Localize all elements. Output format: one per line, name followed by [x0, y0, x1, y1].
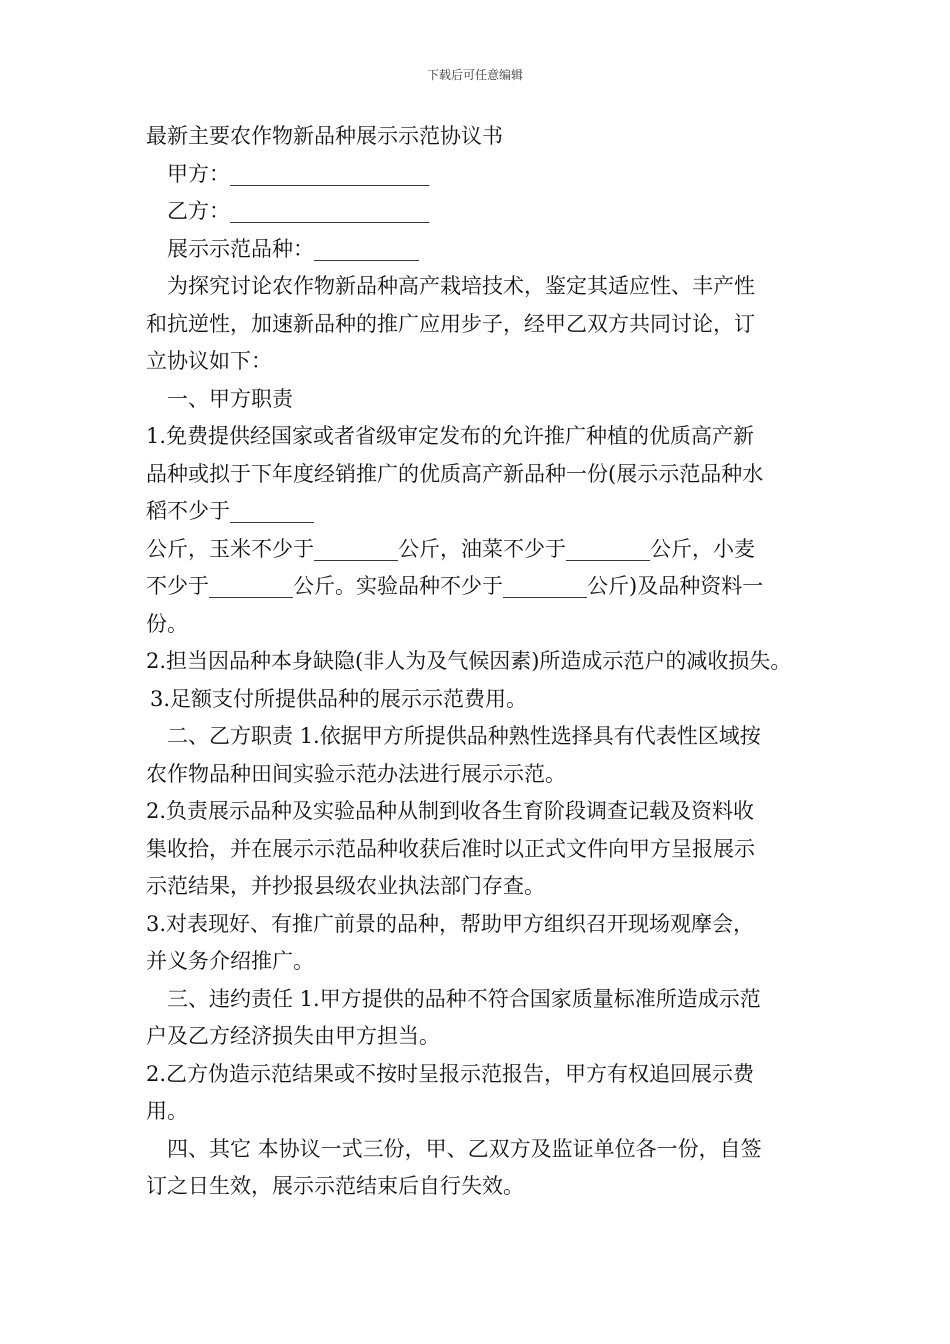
section1-item1-line: 份。	[146, 611, 188, 636]
section3-line: 户及乙方经济损失由甲方担当。	[146, 1024, 440, 1048]
section3-item2-line: 2.乙方伪造示范结果或不按时呈报示范报告，甲方有权追回展示费	[146, 1061, 755, 1086]
party-b-line: 乙方：___________________	[167, 199, 430, 223]
section4-line: 订之日生效，展示示范结束后自行失效。	[146, 1174, 524, 1198]
document-body	[146, 118, 816, 1206]
party-a-line: 甲方：___________________	[167, 161, 430, 186]
section1-item1-line: 1.免费提供经国家或者省级审定发布的允许推广种植的优质高产新	[146, 424, 755, 448]
section1-item3: 3.足额支付所提供品种的展示示范费用。	[150, 686, 528, 711]
section3-line: 三、违约责任 1.甲方提供的品种不符合国家质量标准所造成示范	[167, 986, 761, 1011]
intro-line: 为探究讨论农作物新品种高产栽培技术，鉴定其适应性、丰产性	[167, 274, 755, 298]
section2-item3-line: 并义务介绍推广。	[146, 949, 314, 973]
section4-line: 四、其它 本协议一式三份，甲、乙双方及监证单位各一份，自签	[167, 1136, 762, 1161]
section2-item2-line: 2.负责展示品种及实验品种从制到收各生育阶段调查记载及资料收	[146, 799, 755, 823]
section2-item3-line: 3.对表现好、有推广前景的品种，帮助甲方组织召开现场观摩会，	[146, 911, 755, 936]
variety-line: 展示示范品种：__________	[167, 236, 419, 261]
section2-item2-line: 示范结果，并抄报县级农业执法部门存查。	[146, 874, 545, 898]
section3-item2-line: 用。	[146, 1099, 188, 1123]
section1-item1-line: 不少于________公斤。实验品种不少于________公斤)及品种资料一	[146, 574, 764, 598]
section1-heading: 一、甲方职责	[167, 386, 293, 411]
section2-line: 二、乙方职责 1.依据甲方所提供品种熟性选择具有代表性区域按	[167, 724, 761, 748]
section1-item1-line: 公斤，玉米不少于________公斤，油菜不少于________公斤，小麦	[146, 536, 755, 561]
document-title: 最新主要农作物新品种展示示范协议书	[146, 124, 503, 148]
intro-line: 和抗逆性，加速新品种的推广应用步子，经甲乙双方共同讨论，订	[146, 311, 755, 336]
intro-line: 立协议如下：	[146, 349, 272, 373]
page-header: 下载后可任意编辑	[426, 68, 523, 82]
section1-item1-line: 品种或拟于下年度经销推广的优质高产新品种一份(展示示范品种水	[146, 461, 764, 486]
section1-item1-line: 稻不少于________	[146, 499, 314, 523]
section1-item2: 2.担当因品种本身缺隐(非人为及气候因素)所造成示范户的减收损失。	[146, 649, 792, 673]
section2-item2-line: 集收拾，并在展示示范品种收获后准时以正式文件向甲方呈报展示	[146, 836, 755, 861]
section2-line: 农作物品种田间实验示范办法进行展示示范。	[146, 761, 566, 786]
